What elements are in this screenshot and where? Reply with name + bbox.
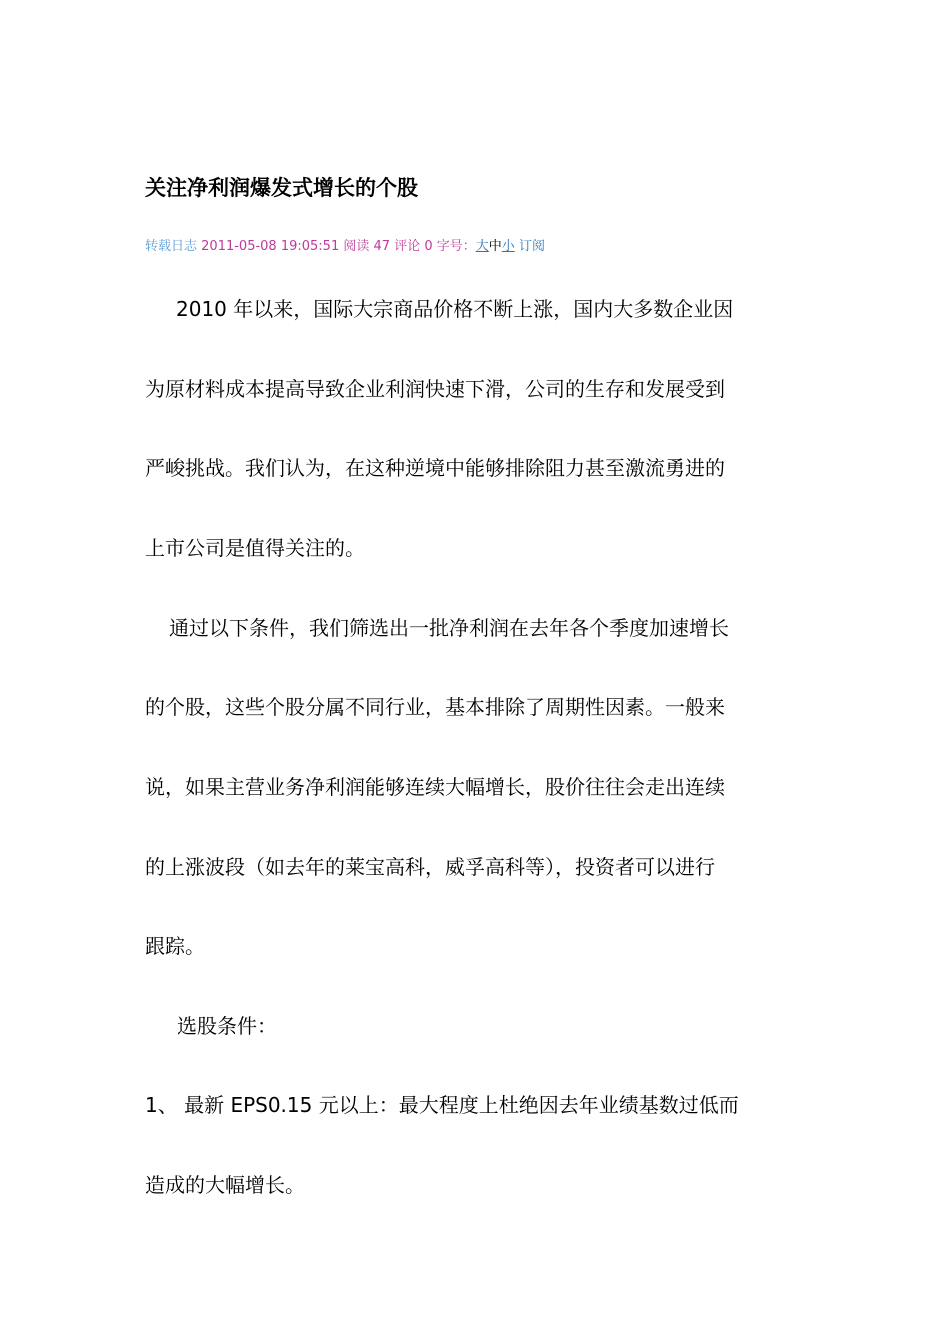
list-item-continuation: 造成的大幅增长。 xyxy=(145,1173,305,1197)
body-line: 2010 年以来，国际大宗商品价格不断上涨，国内大多数企业因 xyxy=(176,297,734,321)
body-line: 严峻挑战。我们认为，在这种逆境中能够排除阻力甚至激流勇进的 xyxy=(145,456,725,480)
body-line: 跟踪。 xyxy=(145,934,205,958)
post-datetime: 2011-05-08 19:05:51 xyxy=(201,239,340,254)
body-line: 上市公司是值得关注的。 xyxy=(145,536,365,560)
body-line: 通过以下条件，我们筛选出一批净利润在去年各个季度加速增长 xyxy=(169,616,729,640)
list-item: 1、 最新 EPS0.15 元以上：最大程度上杜绝因去年业绩基数过低而 xyxy=(145,1093,739,1117)
font-size-medium-current: 中 xyxy=(488,239,502,254)
font-size-large-link[interactable]: 大 xyxy=(475,239,489,254)
article-meta xyxy=(145,238,545,256)
article-title: 关注净利润爆发式增长的个股 xyxy=(145,176,418,200)
body-line: 说，如果主营业务净利润能够连续大幅增长，股价往往会走出连续 xyxy=(145,775,725,799)
body-line: 的个股，这些个股分属不同行业，基本排除了周期性因素。一般来 xyxy=(145,695,725,719)
comment-count[interactable]: 评论 0 xyxy=(394,239,433,254)
read-count: 阅读 47 xyxy=(343,239,391,254)
section-heading: 选股条件： xyxy=(177,1014,277,1038)
subscribe-link[interactable]: 订阅 xyxy=(518,239,545,254)
body-line: 的上涨波段（如去年的莱宝高科，威孚高科等），投资者可以进行 xyxy=(145,855,715,879)
font-size-label: 字号： xyxy=(436,239,476,254)
category-link[interactable]: 转载日志 xyxy=(145,239,198,254)
font-size-small-link[interactable]: 小 xyxy=(501,239,515,254)
body-line: 为原材料成本提高导致企业利润快速下滑，公司的生存和发展受到 xyxy=(145,377,725,401)
